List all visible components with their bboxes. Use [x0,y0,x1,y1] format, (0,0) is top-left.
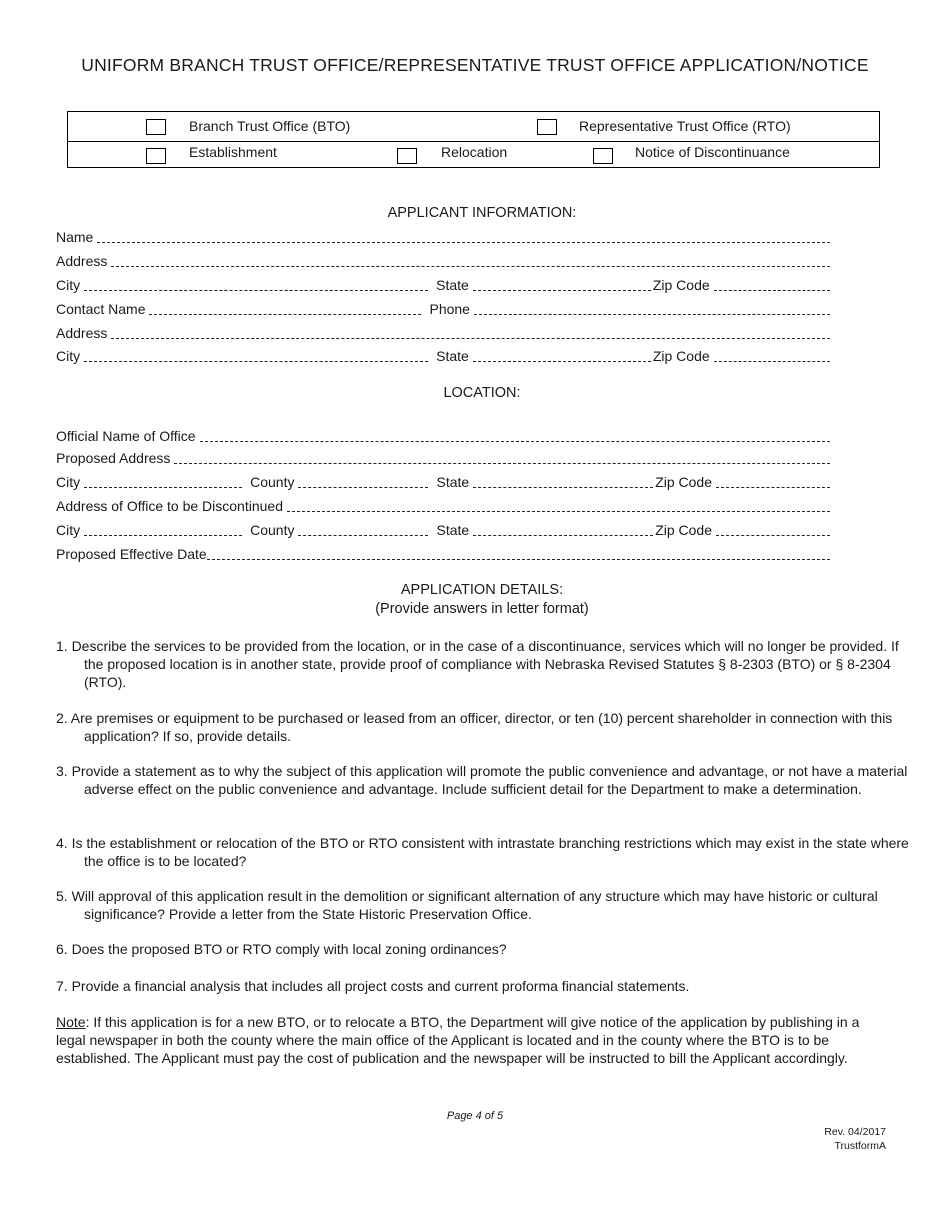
relocation-label: Relocation [441,144,508,160]
applicant-address2-label: Address [56,325,108,341]
applicant-contact-label: Contact Name [56,301,146,317]
office-type-divider [68,141,879,142]
establishment-label: Establishment [189,144,277,160]
applicant-address-field[interactable] [111,252,830,267]
location-zip-field[interactable] [716,473,830,488]
location-county2-field[interactable] [298,521,428,536]
applicant-city2-row [56,345,832,365]
discontinued-address-row [56,495,832,515]
discontinuance-checkbox[interactable] [593,148,613,164]
applicant-name-label: Name [56,229,94,245]
applicant-state-field[interactable] [473,276,651,291]
location-zip2-field[interactable] [716,521,830,536]
applicant-address-row [56,250,832,270]
location-county-label: County [250,474,295,490]
rto-checkbox[interactable] [537,119,557,135]
detail-item-1: 1. Describe the services to be provided from the location, or in the case of a discontinuance, services which will no longer be provided. If the proposed location is in another state, provide proof of compliance with Nebraska Revised Statutes § 8-2303 (BTO) or § 8-2304 (RTO). [56,638,899,690]
bto-checkbox[interactable] [146,119,166,135]
detail-item-3: 3. Provide a statement as to why the subject of this application will promote the public convenience and advantage, or not have a material adverse effect on the public convenience and advantage. Include sufficient detail for the Department to make a determination. [56,763,908,797]
rto-label: Representative Trust Office (RTO) [579,118,791,134]
note-paragraph [56,1013,886,1067]
location-zip-label: Zip Code [655,474,712,490]
location-state-field[interactable] [473,473,653,488]
applicant-name-field[interactable] [97,228,830,243]
establishment-checkbox[interactable] [146,148,166,164]
discontinuance-label: Notice of Discontinuance [635,144,790,160]
detail-item-6: 6. Does the proposed BTO or RTO comply with local zoning ordinances? [56,941,507,957]
applicant-zip-field[interactable] [714,276,830,291]
official-name-field[interactable] [200,427,830,442]
applicant-address-label: Address [56,253,108,269]
discontinued-address-label: Address of Office to be Discontinued [56,498,283,514]
applicant-city-field[interactable] [84,276,428,291]
applicant-city-label: City [56,277,81,293]
applicant-address2-row [56,322,832,342]
applicant-state2-field[interactable] [473,347,651,362]
form-id: TrustformA [834,1140,886,1152]
detail-item-4: 4. Is the establishment or relocation of the BTO or RTO consistent with intrastate branching restrictions which may exist in the state where the office is to be located? [56,835,909,869]
details-subheading: (Provide answers in letter format) [375,601,589,617]
applicant-name-row [56,226,832,246]
discontinued-address-field[interactable] [287,497,830,512]
official-name-row [56,425,832,445]
applicant-zip2-label: Zip Code [652,348,710,364]
applicant-address2-field[interactable] [111,324,830,339]
applicant-city2-field[interactable] [84,347,428,362]
page-number: Page 4 of 5 [446,1110,504,1122]
location-city-label: City [56,474,81,490]
detail-item-5: 5. Will approval of this application result in the demolition or significant alternation of any structure which may have historic or cultural significance? Provide a letter from the State Historic Preservation Office. [56,888,878,922]
applicant-state2-label: State [436,348,469,364]
applicant-state-label: State [436,277,469,293]
location-city2-row [56,519,832,539]
location-city2-field[interactable] [84,521,242,536]
note-label: Note [56,1014,86,1030]
details-heading: APPLICATION DETAILS: [400,582,564,598]
location-county-field[interactable] [298,473,428,488]
location-heading: LOCATION: [443,385,521,401]
detail-item-2: 2. Are premises or equipment to be purchased or leased from an officer, director, or ten (10) percent shareholder in connection with this application? If so, provide details. [56,710,893,744]
location-city-row [56,471,832,491]
location-state-label: State [436,474,470,490]
effective-date-field[interactable] [207,545,830,560]
bto-label: Branch Trust Office (BTO) [189,118,351,134]
applicant-zip-label: Zip Code [652,277,710,293]
proposed-address-field[interactable] [174,449,830,464]
applicant-phone-label: Phone [429,301,470,317]
applicant-city-row [56,274,832,294]
revision-date: Rev. 04/2017 [824,1126,886,1138]
revision-info [824,1125,886,1153]
official-name-label: Official Name of Office [56,428,196,444]
location-county2-label: County [250,522,295,538]
location-state2-label: State [436,522,470,538]
location-city-field[interactable] [84,473,242,488]
location-city2-label: City [56,522,81,538]
effective-date-row [56,543,832,563]
applicant-contact-row [56,298,832,318]
location-zip2-label: Zip Code [655,522,712,538]
relocation-checkbox[interactable] [397,148,417,164]
applicant-zip2-field[interactable] [714,347,830,362]
applicant-contact-field[interactable] [149,300,421,315]
proposed-address-label: Proposed Address [56,450,171,466]
applicant-city2-label: City [56,348,81,364]
effective-date-label: Proposed Effective Date [56,546,207,562]
applicant-phone-field[interactable] [474,300,830,315]
note-text: : If this application is for a new BTO, or to relocate a BTO, the Department will give notice of the application by publishing in a legal newspaper in both the county where the main office of the Applicant is located and in the county where the BTO is to be established. The Applicant must pay the cost of publication and the newspaper will be instructed to bill the Applicant accordingly. [56,1014,860,1066]
proposed-address-row [56,447,832,467]
detail-item-7: 7. Provide a financial analysis that includes all project costs and current proforma financial statements. [56,978,690,994]
location-state2-field[interactable] [473,521,653,536]
form-title: UNIFORM BRANCH TRUST OFFICE/REPRESENTATIVE TRUST OFFICE APPLICATION/NOTICE [81,55,869,75]
applicant-heading: APPLICANT INFORMATION: [387,205,577,221]
